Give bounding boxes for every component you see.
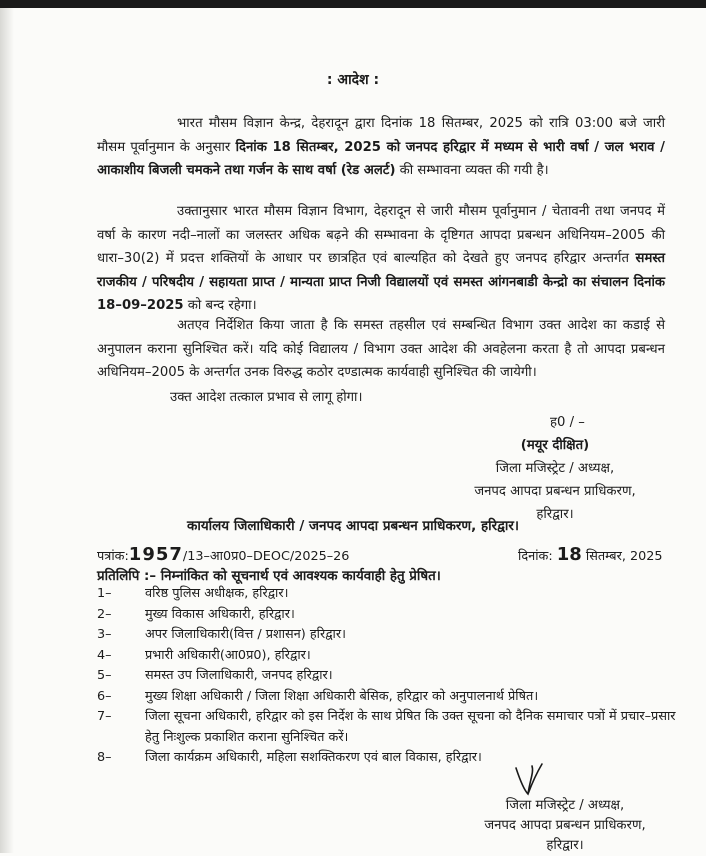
- para2-suffix: को बन्द रहेगा।: [183, 298, 257, 314]
- item-text: प्रभारी अधिकारी(आ0प्र0), हरिद्वार।: [145, 647, 311, 663]
- order-title: : आदेश :: [326, 72, 380, 88]
- reference-suffix: /13–आ0प्र0–DEOC/2025–26: [182, 549, 350, 564]
- signed-mark: ह0 / –: [550, 415, 585, 430]
- item-number: 3–: [97, 627, 112, 642]
- item-number: 5–: [97, 668, 112, 683]
- reference-handwritten-number: 1957: [128, 544, 183, 565]
- list-item: [97, 646, 677, 667]
- item-number: 7–: [97, 709, 112, 724]
- para2-prefix: उक्तानुसार भारत मौसम विज्ञान विभाग, देहरादून से जारी मौसम पूर्वानुमान / चेतावनी तथा जनपद में वर्षा के कारण नदी–नालों का जलस्तर अधिक बढ़ने की सम्भावना के दृष्टिगत आपदा प्रबन्धन अधिनियम–2005 की धारा–30(2) में प्रदत्त शक्तियों के आधार पर छात्रहित एवं बाल्यहित को देखते हुए जनपद हरिद्वार अन्तर्गत: [97, 204, 665, 267]
- item-text: समस्त उप जिलाधिकारी, जनपद हरिद्वार।: [145, 668, 333, 683]
- item-text: वरिष्ठ पुलिस अधीक्षक, हरिद्वार।: [145, 586, 289, 601]
- item-number: 2–: [97, 606, 112, 622]
- reference-date: [518, 544, 663, 565]
- item-text: जिला कार्यक्रम अधिकारी, महिला सशक्तिकरण एवं बाल विकास, हरिद्वार।: [145, 750, 482, 765]
- date-day: 18: [556, 544, 582, 565]
- closing-authority: जनपद आपदा प्रबन्धन प्राधिकरण,: [484, 818, 646, 833]
- closing-designation: जिला मजिस्ट्रेट / अध्यक्ष,: [505, 798, 625, 813]
- para1-bold: दिनांक 18 सितम्बर, 2025 को जनपद हरिद्वार में मध्यम से भारी वर्षा / जल भराव / आकाशीय बिजली चमकने तथा गर्जन के साथ वर्षा (रेड अलर्ट): [97, 139, 665, 179]
- item-number: 1–: [97, 586, 112, 601]
- cc-heading: प्रतिलिपि :– निम्नांकित को सूचनार्थ एवं आवश्यक कार्यवाही हेतु प्रेषित।: [97, 569, 441, 584]
- order-paragraph-1: [97, 112, 665, 183]
- list-item: [97, 748, 677, 769]
- para1-suffix: की सम्भावना व्यक्त की गयी है।: [395, 163, 549, 179]
- order-signature-block: [420, 411, 690, 526]
- closing-place: हरिद्वार।: [546, 838, 584, 853]
- date-label: दिनांक:: [518, 549, 553, 564]
- closing-signature-block: [440, 796, 690, 856]
- item-text: जिला सूचना अधिकारी, हरिद्वार को इस निर्देश के साथ प्रेषित कि उक्त सूचना को दैनिक समाचार पत्रों में प्रचार–प्रसार हेतु निःशुल्क प्रकाशित कराना सुनिश्चित करें।: [145, 709, 676, 745]
- item-number: 6–: [97, 688, 112, 704]
- order-paragraph-3: [97, 314, 665, 385]
- item-number: 8–: [97, 750, 112, 765]
- top-edge-bar: [0, 0, 706, 8]
- order-paragraph-4: उक्त आदेश तत्काल प्रभाव से लागू होगा।: [170, 390, 363, 405]
- item-text: अपर जिलाधिकारी(वित्त / प्रशासन) हरिद्वार।: [145, 627, 346, 642]
- reference-label: पत्रांक:: [97, 549, 129, 564]
- document-page: [0, 8, 706, 853]
- date-month-year: सितम्बर, 2025: [585, 549, 663, 564]
- list-item: [97, 666, 677, 687]
- cc-list: [97, 584, 677, 769]
- signatory-designation: जिला मजिस्ट्रेट / अध्यक्ष,: [495, 461, 615, 476]
- order-paragraph-2: [97, 200, 665, 318]
- item-number: 4–: [97, 647, 112, 663]
- reference-number: [97, 544, 349, 565]
- list-item: [97, 584, 677, 605]
- handwritten-signature: [510, 760, 550, 800]
- para1-prefix: भारत मौसम विज्ञान केन्द्र, देहरादून द्वारा दिनांक 18 सितम्बर, 2025 को रात्रि 03:00 बजे जारी मौसम पूर्वानुमान के अनुसार: [97, 116, 665, 155]
- signatory-authority: जनपद आपदा प्रबन्धन प्राधिकरण,: [474, 484, 636, 499]
- office-heading: कार्यालय जिलाधिकारी / जनपद आपदा प्रबन्धन प्राधिकरण, हरिद्वार।: [186, 518, 520, 534]
- item-text: मुख्य शिक्षा अधिकारी / जिला शिक्षा अधिकारी बेसिक, हरिद्वार को अनुपालनार्थ प्रेषित।: [145, 688, 539, 704]
- para2-bold: समस्त राजकीय / परिषदीय / सहायता प्राप्त / मान्यता प्राप्त निजी विद्यालयों एवं समस्त आंगनबाडी केन्द्रो का संचालन दिनांक 18–09–2025: [97, 251, 665, 314]
- para3-text: अतएव निर्देशित किया जाता है कि समस्त तहसील एवं सम्बन्धित विभाग उक्त आदेश का कडाई से अनुपालन कराना सुनिश्चित करें। यदि कोई विद्यालय / विभाग उक्त आदेश की अवहेलना करता है तो आपदा प्रबन्धन अधिनियम–2005 के अन्तर्गत उनक विरुद्ध कठोर दण्डात्मक कार्यवाही सुनिश्चित की जायेगी।: [97, 318, 665, 381]
- list-item: [97, 687, 677, 708]
- signatory-place: हरिद्वार।: [536, 507, 574, 522]
- signatory-name: (मयूर दीक्षित): [520, 438, 590, 453]
- item-text: मुख्य विकास अधिकारी, हरिद्वार।: [145, 606, 295, 622]
- list-item: [97, 625, 677, 646]
- list-item: [97, 605, 677, 626]
- list-item: [97, 707, 677, 748]
